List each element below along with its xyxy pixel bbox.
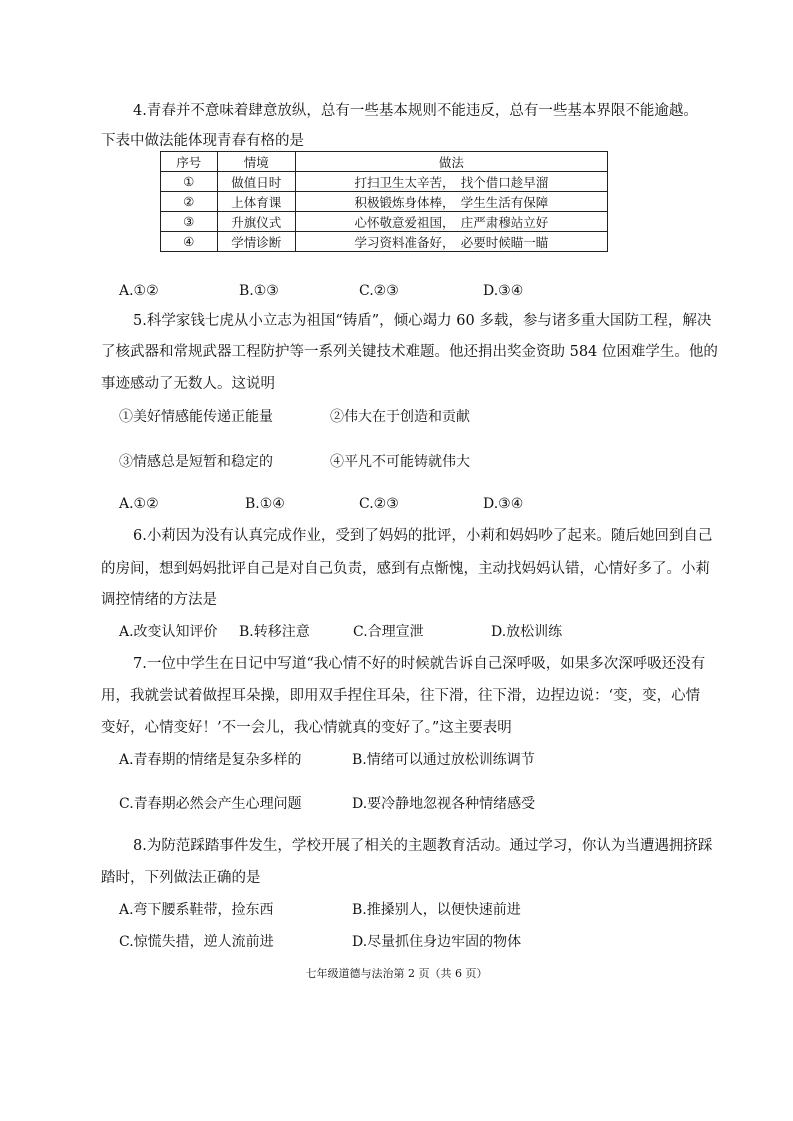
page-footer: 七年级道德与法治第 2 页（共 6 页） bbox=[305, 967, 488, 980]
q5-line-2: 了核武器和常规武器工程防护等一系列关键技术难题。他还捐出奖金资助 584 位困难学生。他的 bbox=[101, 344, 718, 360]
table-cell: 心怀敬意爱祖国， 庄严肃穆站立好 bbox=[295, 212, 607, 232]
q4-option-c: C.②③ bbox=[359, 283, 399, 299]
q6-line-3: 调控情绪的方法是 bbox=[101, 592, 217, 608]
q7-option-c: C.青春期必然会产生心理问题 bbox=[119, 796, 302, 812]
q5-option-b: B.①④ bbox=[245, 496, 285, 512]
q5-line-1: 5.科学家钱七虎从小立志为祖国“铸盾”，倾心竭力 60 多载，参与诸多重大国防工程，解决 bbox=[133, 313, 712, 329]
q4-table bbox=[160, 151, 608, 252]
q4-line-2: 下表中做法能体现青春有格的是 bbox=[101, 133, 304, 149]
table-cell: 积极锻炼身体棒， 学生生活有保障 bbox=[295, 192, 607, 212]
q7-option-d: D.要冷静地忽视各种情绪感受 bbox=[352, 796, 536, 812]
q5-statement-3: ③情感总是短暂和稳定的 bbox=[119, 454, 273, 470]
q8-line-2: 踏时，下列做法正确的是 bbox=[101, 870, 261, 886]
q4-option-d: D.③④ bbox=[483, 283, 524, 299]
q8-option-c: C.惊慌失措，逆人流前进 bbox=[119, 934, 274, 950]
table-header-cell: 情境 bbox=[217, 152, 295, 172]
q6-line-1: 6.小莉因为没有认真完成作业，受到了妈妈的批评，小莉和妈妈吵了起来。随后她回到自己 bbox=[133, 528, 713, 544]
q7-option-a: A.青春期的情绪是复杂多样的 bbox=[119, 752, 302, 768]
q6-option-d: D.放松训练 bbox=[491, 624, 563, 640]
table-row bbox=[161, 232, 608, 252]
q5-statement-1: ①美好情感能传递正能量 bbox=[119, 409, 273, 425]
table-cell: 升旗仪式 bbox=[217, 212, 295, 232]
table-row bbox=[161, 192, 608, 212]
table-cell: 学习资料准备好， 必要时候瞄一瞄 bbox=[295, 232, 607, 252]
q5-option-a: A.①② bbox=[119, 496, 159, 512]
q6-line-2: 的房间，想到妈妈批评自己是对自己负责，感到有点惭愧，主动找妈妈认错，心情好多了。小莉 bbox=[101, 561, 710, 577]
q4-option-b: B.①③ bbox=[239, 283, 279, 299]
q5-line-3: 事迹感动了无数人。这说明 bbox=[101, 376, 275, 392]
table-header-cell: 做法 bbox=[295, 152, 607, 172]
table-row bbox=[161, 172, 608, 192]
q8-option-b: B.推搡别人，以便快速前进 bbox=[352, 902, 521, 918]
q5-option-d: D.③④ bbox=[483, 496, 524, 512]
q8-option-a: A.弯下腰系鞋带，捡东西 bbox=[119, 902, 274, 918]
q6-option-b: B.转移注意 bbox=[239, 624, 310, 640]
table-cell: ③ bbox=[161, 212, 218, 232]
table-row bbox=[161, 212, 608, 232]
table-cell: ④ bbox=[161, 232, 218, 252]
table-header-row bbox=[161, 152, 608, 172]
q4-option-a: A.①② bbox=[119, 283, 159, 299]
table-cell: 做值日时 bbox=[217, 172, 295, 192]
q7-line-2: 用，我就尝试着做捏耳朵操，即用双手捏住耳朵，往下滑，往下滑，边捏边说：‘变，变，心情 bbox=[101, 688, 701, 704]
table-cell: 学情诊断 bbox=[217, 232, 295, 252]
table-cell: 打扫卫生太辛苦， 找个借口趁早溜 bbox=[295, 172, 607, 192]
q6-option-a: A.改变认知评价 bbox=[119, 624, 218, 640]
table-cell: ② bbox=[161, 192, 218, 212]
q7-option-b: B.情绪可以通过放松训练调节 bbox=[352, 752, 535, 768]
q7-line-1: 7.一位中学生在日记中写道“我心情不好的时候就告诉自己深呼吸，如果多次深呼吸还没有 bbox=[133, 656, 706, 672]
q5-option-c: C.②③ bbox=[359, 496, 399, 512]
q5-statement-2: ②伟大在于创造和贡献 bbox=[330, 409, 470, 425]
table-cell: ① bbox=[161, 172, 218, 192]
q5-statement-4: ④平凡不可能铸就伟大 bbox=[330, 454, 470, 470]
table-cell: 上体育课 bbox=[217, 192, 295, 212]
q7-line-3: 变好，心情变好！’不一会儿，我心情就真的变好了。”这主要表明 bbox=[101, 720, 512, 736]
q4-line-1: 4.青春并不意味着肆意放纵，总有一些基本规则不能违反，总有一些基本界限不能逾越。 bbox=[133, 103, 698, 119]
q8-option-d: D.尽量抓住身边牢固的物体 bbox=[352, 934, 522, 950]
table-header-cell: 序号 bbox=[161, 152, 218, 172]
q6-option-c: C.合理宣泄 bbox=[353, 624, 424, 640]
q8-line-1: 8.为防范踩踏事件发生，学校开展了相关的主题教育活动。通过学习，你认为当遭遇拥挤踩 bbox=[133, 838, 713, 854]
